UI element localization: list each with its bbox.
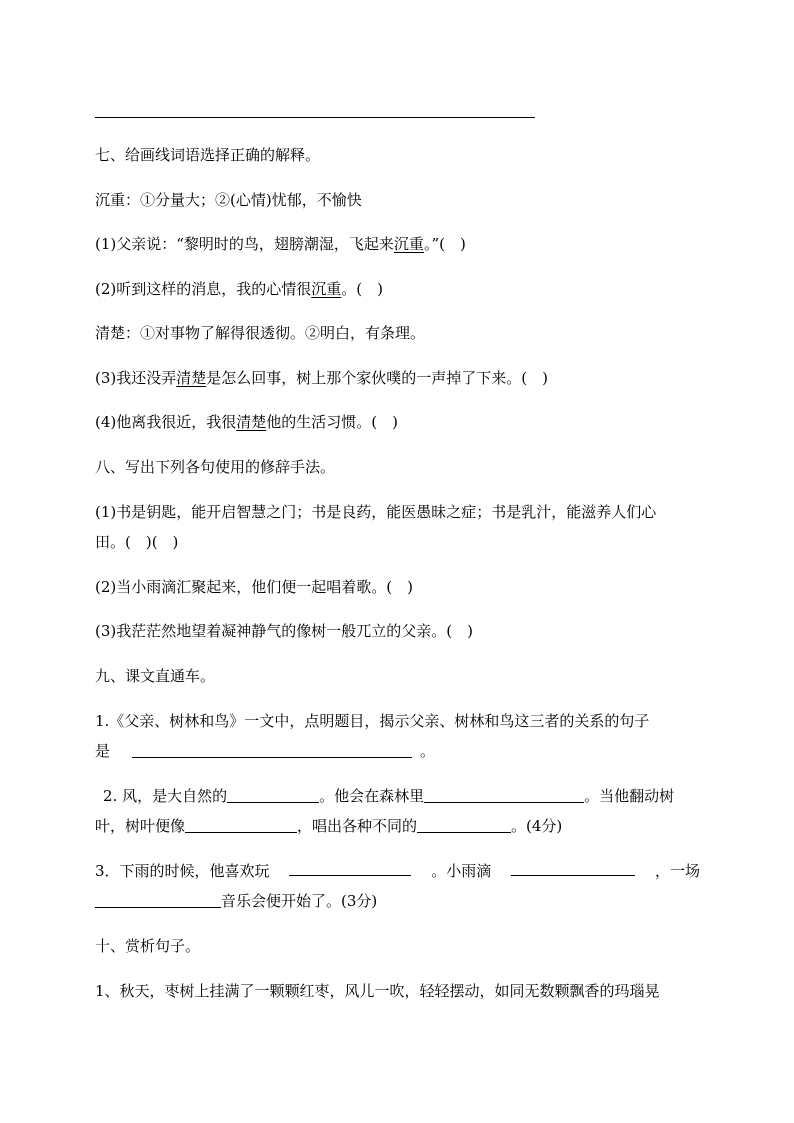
underlined-word: 清楚: [176, 369, 207, 387]
answer-blank[interactable]: [511, 861, 635, 876]
question-10-1: 1、秋天，枣树上挂满了一颗颗红枣，风儿一吹，轻轻摆动，如同无数颗飘香的玛瑙晃: [95, 982, 660, 1000]
question-9-3-line1: 3．下雨的时候，他喜欢玩 。小雨滴 ，一场: [95, 862, 700, 880]
question-9-2-line1: 2. 风，是大自然的 。他会在森林里 。当他翻动树: [103, 787, 675, 805]
question-7-3: (3)我还没弄清楚是怎么回事，树上那个家伙噗的一声掉了下来。( ): [95, 369, 548, 387]
answer-blank[interactable]: [289, 861, 411, 876]
underlined-word: 清楚: [236, 413, 267, 431]
answer-blank[interactable]: [132, 743, 412, 758]
answer-blank[interactable]: [424, 788, 584, 803]
question-8-1-line1: (1)书是钥匙，能开启智慧之门；书是良药，能医愚昧之症；书是乳汁，能滋养人们心: [95, 503, 657, 521]
section-10-title: 十、赏析句子。: [95, 937, 201, 955]
definition-qingchu: 清楚：①对事物了解得很透彻。②明白，有条理。: [95, 324, 426, 342]
question-8-3: (3)我茫茫然地望着凝神静气的像树一般兀立的父亲。( ): [95, 622, 473, 640]
question-9-1-line2: 是 。: [95, 742, 436, 760]
definition-chenzhong: 沉重：①分量大；②(心情)忧郁，不愉快: [95, 191, 362, 209]
underlined-word: 沉重: [311, 280, 342, 298]
question-8-1-line2: 田。( )( ): [95, 533, 179, 551]
question-7-4: (4)他离我很近，我很清楚他的生活习惯。( ): [95, 413, 398, 431]
underlined-word: 沉重: [393, 235, 424, 253]
answer-blank[interactable]: [417, 818, 511, 833]
answer-blank[interactable]: [227, 788, 319, 803]
answer-blank[interactable]: [185, 818, 297, 833]
section-7-title: 七、给画线词语选择正确的解释。: [95, 146, 321, 164]
question-9-3-line2: 音乐会便开始了。(3分): [95, 891, 377, 911]
question-9-1-line1: 1.《父亲、树林和鸟》一文中，点明题目，揭示父亲、树林和鸟这三者的关系的句子: [95, 712, 650, 730]
question-9-2-line2: 叶，树叶便像 ，唱出各种不同的 。(4分): [95, 817, 563, 835]
section-9-title: 九、课文直通车。: [95, 667, 216, 685]
answer-line-top: [95, 117, 535, 118]
question-7-2: (2)听到这样的消息，我的心情很沉重。( ): [95, 280, 383, 298]
answer-blank[interactable]: [95, 893, 221, 908]
question-7-1: (1)父亲说：“黎明时的鸟，翅膀潮湿，飞起来沉重。”( ): [95, 235, 466, 253]
question-8-2: (2)当小雨滴汇聚起来，他们便一起唱着歌。( ): [95, 578, 413, 596]
section-8-title: 八、写出下列各句使用的修辞手法。: [95, 458, 336, 476]
